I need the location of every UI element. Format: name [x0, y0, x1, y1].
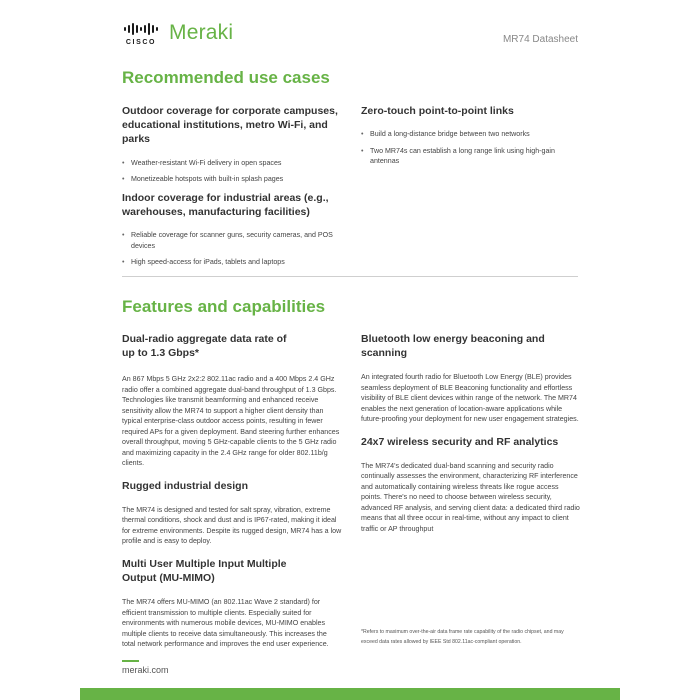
list-item: • High speed-access for iPads, tablets and laptops [122, 257, 342, 268]
footer-accent-rule [122, 660, 139, 662]
list-item: • Reliable coverage for scanner guns, security cameras, and POS devices [122, 230, 342, 251]
cisco-bridge-icon [124, 22, 158, 36]
use-case-bullet-list [122, 158, 342, 185]
use-cases-left-column [122, 104, 342, 274]
use-case-heading: Zero-touch point-to-point links [361, 105, 514, 117]
list-item: • Monetizeable hotspots with built-in splash pages [122, 174, 342, 185]
feature-heading: 24x7 wireless security and RF analytics [361, 435, 559, 448]
use-case-heading: Indoor coverage for industrial areas (e.g., warehouses, manufacturing facilities) [122, 191, 329, 218]
use-cases-title: Recommended use cases [122, 68, 330, 87]
feature-body: An 867 Mbps 5 GHz 2x2:2 802.11ac radio and a 400 Mbps 2.4 GHz radio offer a combined aggregate dual-band throughput of 1.3 Gbps. Technologies like transmit beamforming and enhanced receive sensitivity allow the MR74 to support a higher client density than typical enterprise-class outdoor access points, resulting in fewer required APs for a given deployment. Band steering further enhances overall throughput, moving 5 GHz-capable clients to the 5 GHz radio and maximizing capacity in the 2.4 GHz range for older 802.11b/g clients. [122, 375, 340, 468]
features-title: Features and capabilities [122, 297, 326, 316]
feature-heading: Bluetooth low energy beaconing and scanning [361, 333, 545, 360]
section-divider [122, 276, 578, 277]
cisco-logo [122, 20, 160, 46]
meraki-wordmark: Meraki [169, 21, 234, 44]
use-case-bullet-list [361, 129, 581, 167]
cisco-meraki-logo [122, 20, 233, 46]
feature-body: The MR74's dedicated dual-band scanning and security radio continually assesses the environment, characterizing RF interference and automatically containing wireless threats like rogue access points. There's no need to choose between wireless security, advanced RF analysis, and serving client data: a dedicated third radio means that all three occur in real-time, without any impact to client traffic or AP throughput [361, 461, 580, 533]
use-cases-right-column [361, 104, 581, 173]
feature-body: An integrated fourth radio for Bluetooth Low Energy (BLE) provides seamless deployment of BLE Beaconing functionality and effortless visibility of BLE client devices within range of the network. The MR74 enables the next generation of location-aware applications while future-proofing your deployment for new user engagement strategies. [361, 373, 579, 424]
feature-body: The MR74 is designed and tested for salt spray, vibration, extreme thermal conditions, shock and dust and is IP67-rated, making it ideal for extreme environments. Despite its rugged design, MR74 has a low profile and is easy to deploy. [122, 505, 342, 546]
list-item: • Build a long-distance bridge between two networks [361, 129, 581, 140]
use-case-bullet-list [122, 230, 342, 268]
feature-heading: Multi User Multiple Input Multiple Output (MU-MIMO) [122, 557, 287, 584]
footer-green-band [80, 688, 620, 700]
footer-link[interactable]: meraki.com [122, 665, 169, 675]
feature-body: The MR74 offers MU-MIMO (an 802.11ac Wave 2 standard) for efficient transmission to multiple clients. Especially suited for environments with numerous mobile devices, MU-MIMO enables multiple clients to receive data simultaneously. This increases the total network performance and improves the end user experience. [122, 598, 329, 649]
features-right-column [361, 332, 581, 534]
use-case-heading: Outdoor coverage for corporate campuses, educational institutions, metro Wi-Fi, and parks [122, 105, 338, 146]
feature-heading: Rugged industrial design [122, 479, 249, 492]
list-item: • Two MR74s can establish a long range link using high-gain antennas [361, 146, 581, 167]
cisco-wordmark: CISCO [125, 39, 157, 46]
document-title: MR74 Datasheet [502, 34, 578, 45]
list-item: • Weather-resistant Wi-Fi delivery in open spaces [122, 158, 342, 169]
feature-heading: Dual-radio aggregate data rate of up to 1.3 Gbps* [122, 333, 287, 360]
footnote: *Refers to maximum over-the-air data frame rate capability of the radio chipset, and may exceed data rates allowed by IEEE Std 802.11ac-compliant operation. [361, 629, 564, 645]
features-left-column [122, 332, 342, 650]
